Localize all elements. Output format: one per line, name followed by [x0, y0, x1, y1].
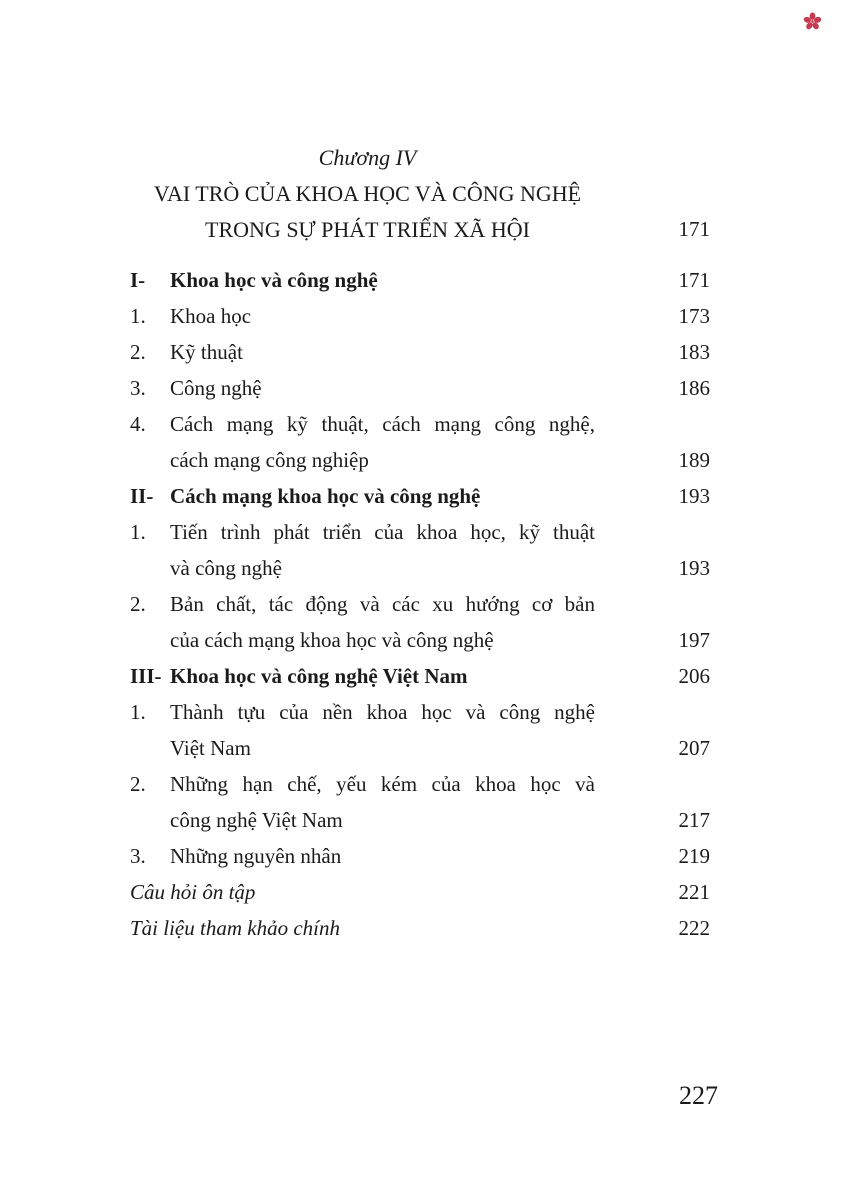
entry-text: Những hạn chế, yếu kém của khoa học và công nghệ Việt Nam: [170, 772, 595, 832]
entry-text: Kỹ thuật: [170, 340, 243, 364]
page-number: 227: [679, 1081, 718, 1110]
entry-page-number: 193: [678, 556, 710, 580]
entry-text: Câu hỏi ôn tập: [130, 880, 256, 904]
entry-page-number: 197: [678, 628, 710, 652]
entry-text: Cách mạng kỹ thuật, cách mạng công nghệ, cách mạng công nghiệp: [170, 412, 595, 472]
toc-entry: [130, 478, 710, 514]
entry-text: Khoa học và công nghệ Việt Nam: [170, 664, 468, 688]
entry-page-number: 171: [678, 268, 710, 292]
entry-marker: I-: [130, 268, 146, 292]
toc-entry: [130, 262, 710, 298]
chapter-header: [130, 140, 710, 248]
chapter-title-line2: TRONG SỰ PHÁT TRIỂN XÃ HỘI: [205, 217, 530, 242]
chapter-page-number: 171: [678, 217, 710, 241]
toc-entry: [130, 874, 710, 910]
entry-text: Khoa học: [170, 304, 252, 328]
entry-text: Những nguyên nhân: [170, 844, 342, 868]
entry-marker: 3.: [130, 844, 146, 868]
entry-page-number: 189: [678, 448, 710, 472]
table-of-contents: [130, 262, 710, 946]
entry-text: Tiến trình phát triển của khoa học, kỹ thuật và công nghệ: [170, 520, 595, 580]
entry-marker: 4.: [130, 412, 146, 436]
entry-marker: 1.: [130, 700, 146, 724]
entry-page-number: 219: [678, 844, 710, 868]
entry-text: Tài liệu tham khảo chính: [130, 916, 340, 940]
toc-entry: [130, 514, 710, 586]
entry-marker: 1.: [130, 520, 146, 544]
entry-page-number: 193: [678, 484, 710, 508]
toc-entry: [130, 298, 710, 334]
entry-marker: II-: [130, 484, 154, 508]
entry-page-number: 217: [678, 808, 710, 832]
entry-page-number: 222: [678, 916, 710, 940]
entry-page-number: 173: [678, 304, 710, 328]
toc-entry: [130, 766, 710, 838]
toc-entry: [130, 406, 710, 478]
toc-entry: [130, 334, 710, 370]
chapter-title-line1: VAI TRÒ CỦA KHOA HỌC VÀ CÔNG NGHỆ: [153, 181, 582, 206]
toc-entry: [130, 694, 710, 766]
entry-page-number: 183: [678, 340, 710, 364]
entry-text: Công nghệ: [170, 376, 262, 400]
flower-icon: [803, 12, 822, 31]
entry-page-number: 186: [678, 376, 710, 400]
toc-entry: [130, 586, 710, 658]
entry-text: Thành tựu của nền khoa học và công nghệ Việt Nam: [170, 700, 595, 760]
entry-marker: 2.: [130, 340, 146, 364]
toc-entry: [130, 370, 710, 406]
entry-marker: 2.: [130, 772, 146, 796]
entry-page-number: 221: [678, 880, 710, 904]
chapter-number: Chương IV: [318, 145, 417, 170]
entry-marker: 1.: [130, 304, 146, 328]
entry-marker: III-: [130, 664, 162, 688]
entry-page-number: 206: [678, 664, 710, 688]
toc-entry: [130, 838, 710, 874]
toc-entry: [130, 910, 710, 946]
toc-entry: [130, 658, 710, 694]
entry-text: Bản chất, tác động và các xu hướng cơ bản của cách mạng khoa học và công nghệ: [170, 592, 595, 652]
entry-marker: 3.: [130, 376, 146, 400]
entry-marker: 2.: [130, 592, 146, 616]
entry-page-number: 207: [678, 736, 710, 760]
entry-text: Khoa học và công nghệ: [170, 268, 378, 292]
entry-text: Cách mạng khoa học và công nghệ: [170, 484, 481, 508]
